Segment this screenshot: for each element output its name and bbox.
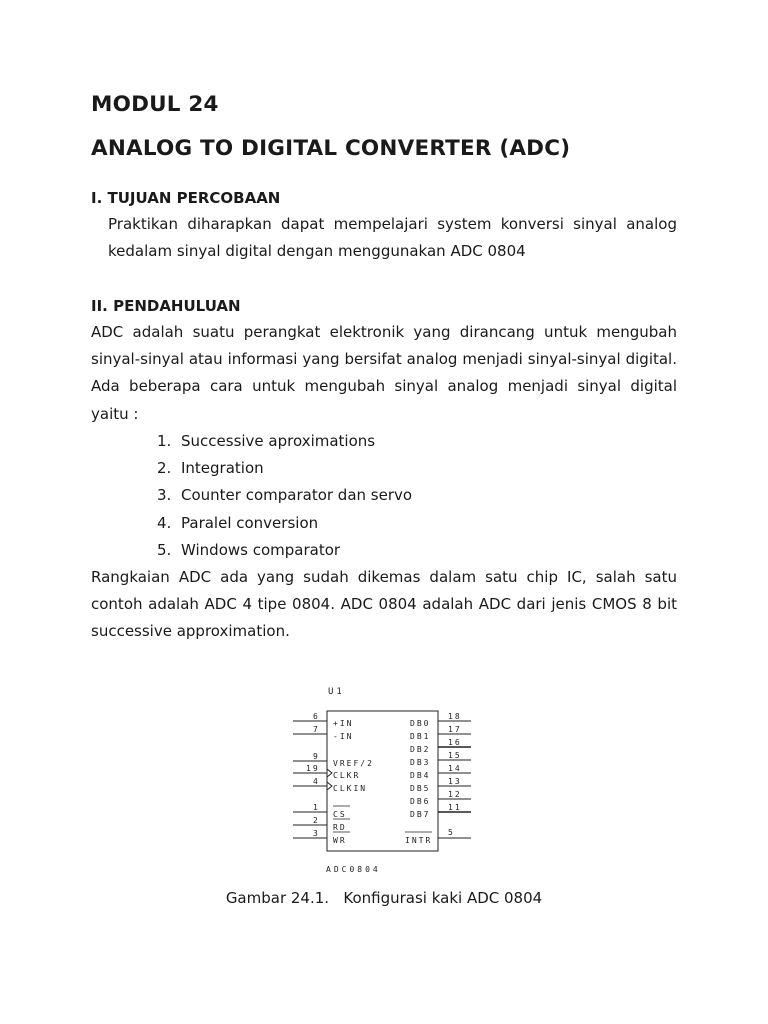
- clock-arrow-icon: [327, 782, 332, 790]
- pin-number: 12: [448, 790, 462, 799]
- paragraph-line: yaitu :: [91, 404, 139, 423]
- list-item: 3. Counter comparator dan servo: [157, 486, 413, 505]
- paragraph-line: Praktikan diharapkan dapat mempelajari system konversi sinyal analog: [108, 215, 677, 233]
- pin-label: DB7: [410, 810, 431, 819]
- left-pin-1: [293, 803, 350, 819]
- pin-label: DB2: [410, 745, 431, 754]
- paragraph-line: Ada beberapa cara untuk mengubah sinyal analog menjadi sinyal digital: [91, 377, 677, 396]
- paragraph-line: sinyal-sinyal atau informasi yang bersifat analog menjadi sinyal-sinyal digital.: [91, 350, 677, 369]
- pin-number: 17: [448, 725, 462, 734]
- pin-number: 5: [448, 828, 453, 837]
- pin-label: DB6: [410, 797, 431, 806]
- pin-label: CLKIN: [333, 784, 368, 793]
- pin-label: CLKR: [333, 771, 361, 780]
- pin-label: DB5: [410, 784, 431, 793]
- pin-label: DB4: [410, 771, 431, 780]
- pin-label: INTR: [405, 836, 433, 845]
- pin-number: 18: [448, 712, 462, 721]
- pin-number: 4: [313, 777, 318, 786]
- pin-number: 15: [448, 751, 462, 760]
- pin-number: 7: [313, 725, 318, 734]
- pin-number: 3: [313, 829, 318, 838]
- pin-label: DB0: [410, 719, 431, 728]
- paragraph-line: contoh adalah ADC 4 tipe 0804. ADC 0804 adalah ADC dari jenis CMOS 8 bit: [91, 595, 677, 614]
- list-item: 5. Windows comparator: [157, 540, 341, 559]
- list-item: 2. Integration: [157, 459, 264, 478]
- part-reference: U1: [328, 687, 345, 697]
- pin-number: 19: [306, 764, 320, 773]
- clock-arrow-icon: [327, 769, 332, 777]
- pin-number: 1: [313, 803, 318, 812]
- pin-label: RD: [333, 823, 347, 832]
- module-title: MODUL 24: [91, 92, 219, 117]
- pin-label: +IN: [333, 719, 354, 728]
- figure-caption: Gambar 24.1. Konfigurasi kaki ADC 0804: [225, 889, 543, 907]
- pin-number: 16: [448, 738, 462, 747]
- part-number: ADC0804: [326, 865, 381, 874]
- paragraph-line: kedalam sinyal digital dengan menggunakan ADC 0804: [108, 242, 526, 261]
- section-1-heading: I. TUJUAN PERCOBAAN: [91, 189, 281, 207]
- pin-number: 13: [448, 777, 462, 786]
- list-item: 4. Paralel conversion: [157, 513, 319, 532]
- pin-number: 9: [313, 752, 318, 761]
- pin-label: CS: [333, 810, 347, 819]
- right-pin-18: [410, 712, 471, 728]
- pin-number: 11: [448, 803, 462, 812]
- paragraph-line: ADC adalah suatu perangkat elektronik yang dirancang untuk mengubah: [91, 323, 677, 341]
- pin-label: -IN: [333, 732, 354, 741]
- pin-label: WR: [333, 836, 347, 845]
- section-2-heading: II. PENDAHULUAN: [91, 297, 241, 315]
- left-pin-6: [293, 712, 353, 728]
- list-item: 1. Successive aproximations: [157, 432, 376, 450]
- pin-number: 2: [313, 816, 318, 825]
- pin-label: DB1: [410, 732, 431, 741]
- document-title: ANALOG TO DIGITAL CONVERTER (ADC): [91, 136, 571, 161]
- pin-label: DB3: [410, 758, 431, 767]
- pin-number: 14: [448, 764, 462, 773]
- pin-label: VREF/2: [333, 759, 374, 768]
- paragraph-line: successive approximation.: [91, 622, 290, 641]
- pin-number: 6: [313, 712, 318, 721]
- paragraph-line: Rangkaian ADC ada yang sudah dikemas dalam satu chip IC, salah satu: [91, 568, 677, 586]
